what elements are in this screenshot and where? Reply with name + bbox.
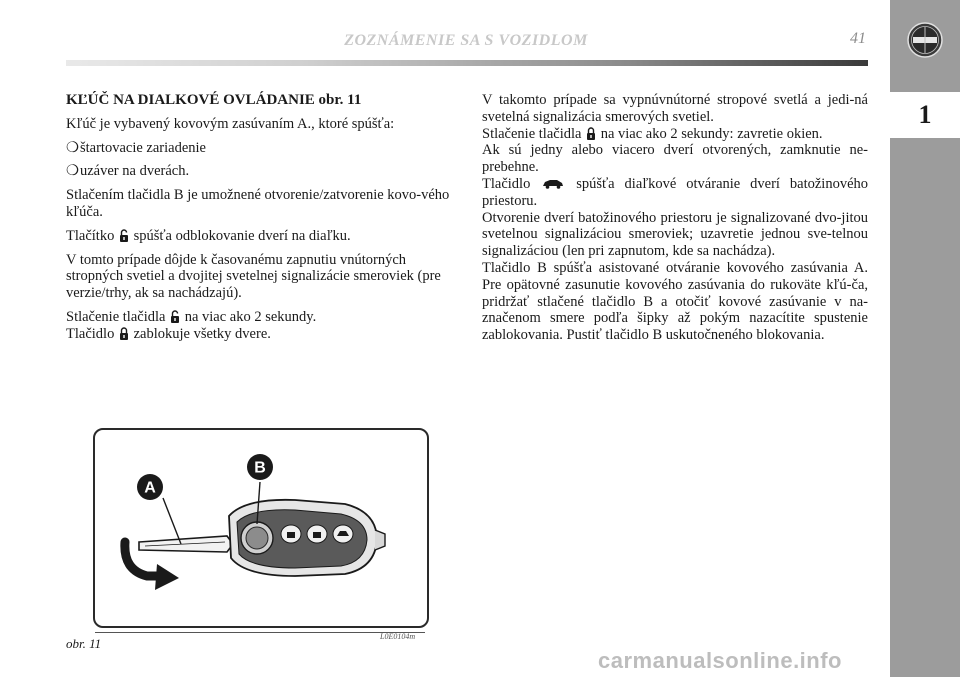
chapter-number: 1 — [890, 92, 960, 138]
section-title: KĽÚČ NA DIALKOVÉ OVLÁDANIE obr. 11 — [66, 92, 362, 108]
paragraph: V takomto prípade sa vypnúvnútorné stropové svetlá a jedi-ná svetelná signalizácia smerových svetiel. — [482, 92, 868, 125]
list-item: ❍štartovacie zariadenie — [66, 139, 206, 156]
left-column — [66, 92, 458, 350]
paragraph: Ak sú jedny alebo viacero dverí otvorených, zamknutie ne-prebehne. — [482, 142, 868, 176]
paragraph: Tlačidlo spúšťa diaľkové otváranie dverí batožinového priestoru. — [482, 175, 869, 209]
watermark: carmanualsonline.info — [598, 648, 842, 673]
label-a: A — [144, 479, 156, 497]
lock-icon — [586, 127, 596, 140]
unlock-icon — [170, 310, 180, 323]
paragraph: V tomto prípade dôjde k časovanému zapnutiu vnútorných stropných svetiel a dvojitej svetelnej signalizácie smeroviek (pre verzie/trhy, ak sa nachádzajú). — [66, 251, 441, 302]
key-illustration — [95, 430, 427, 626]
paragraph: Tlačidlo zablokuje všetky dvere. — [66, 325, 271, 342]
caption-rule — [95, 632, 425, 633]
header-title: ZOZNÁMENIE SA S VOZIDLOM — [344, 32, 588, 49]
page-number: 41 — [850, 30, 866, 47]
paragraph: Stlačenie tlačidla na viac ako 2 sekundy. — [66, 308, 317, 325]
figure-caption: obr. 11 — [66, 636, 102, 651]
section-figure-ref: obr. 11 — [318, 92, 362, 108]
list-item: ❍uzáver na dverách. — [66, 163, 190, 180]
figure-code: L0E0104m — [380, 632, 416, 641]
lock-icon — [119, 327, 129, 340]
header-rule — [66, 60, 868, 66]
paragraph: Stlačením tlačidla B je umožnené otvorenie/zatvorenie kovo-vého kľúča. — [66, 187, 450, 220]
key-figure — [93, 428, 429, 628]
paragraph: Tlačidlo B spúšťa asistované otváranie kovového zasúvania A. Pre opätovné zasunutie kovového zasúvania do rukoväte kľú-ča, pridržať stlačené tlačidlo B a otočiť kovové zasúvanie v na-značenom smere podľa šipky až pokým nazacítite spustenie zablokovania. Pustiť tlačidlo B uskutočneného blokovania. — [482, 259, 868, 344]
page-header — [66, 28, 866, 56]
paragraph: Stlačenie tlačidla na viac ako 2 sekundy: zavretie okien. — [482, 125, 823, 142]
label-b: B — [254, 459, 266, 477]
intro-paragraph: Kľúč je vybavený kovovým zasúvaním A., ktoré spúšťa: — [66, 115, 395, 132]
unlock-icon — [119, 229, 129, 242]
lancia-logo-icon — [907, 22, 943, 58]
paragraph: Tlačítko spúšťa odblokovanie dverí na diaľku. — [66, 227, 351, 244]
car-trunk-icon — [542, 178, 564, 189]
paragraph: Otvorenie dverí batožinového priestoru je signalizované dvo-jitou svetelnou signalizáciou smeroviek; uzavretie jednou sve-telnou signalizáciou (len pri zapnutom, kde sa nachádza). — [482, 209, 868, 260]
right-column — [482, 92, 868, 344]
